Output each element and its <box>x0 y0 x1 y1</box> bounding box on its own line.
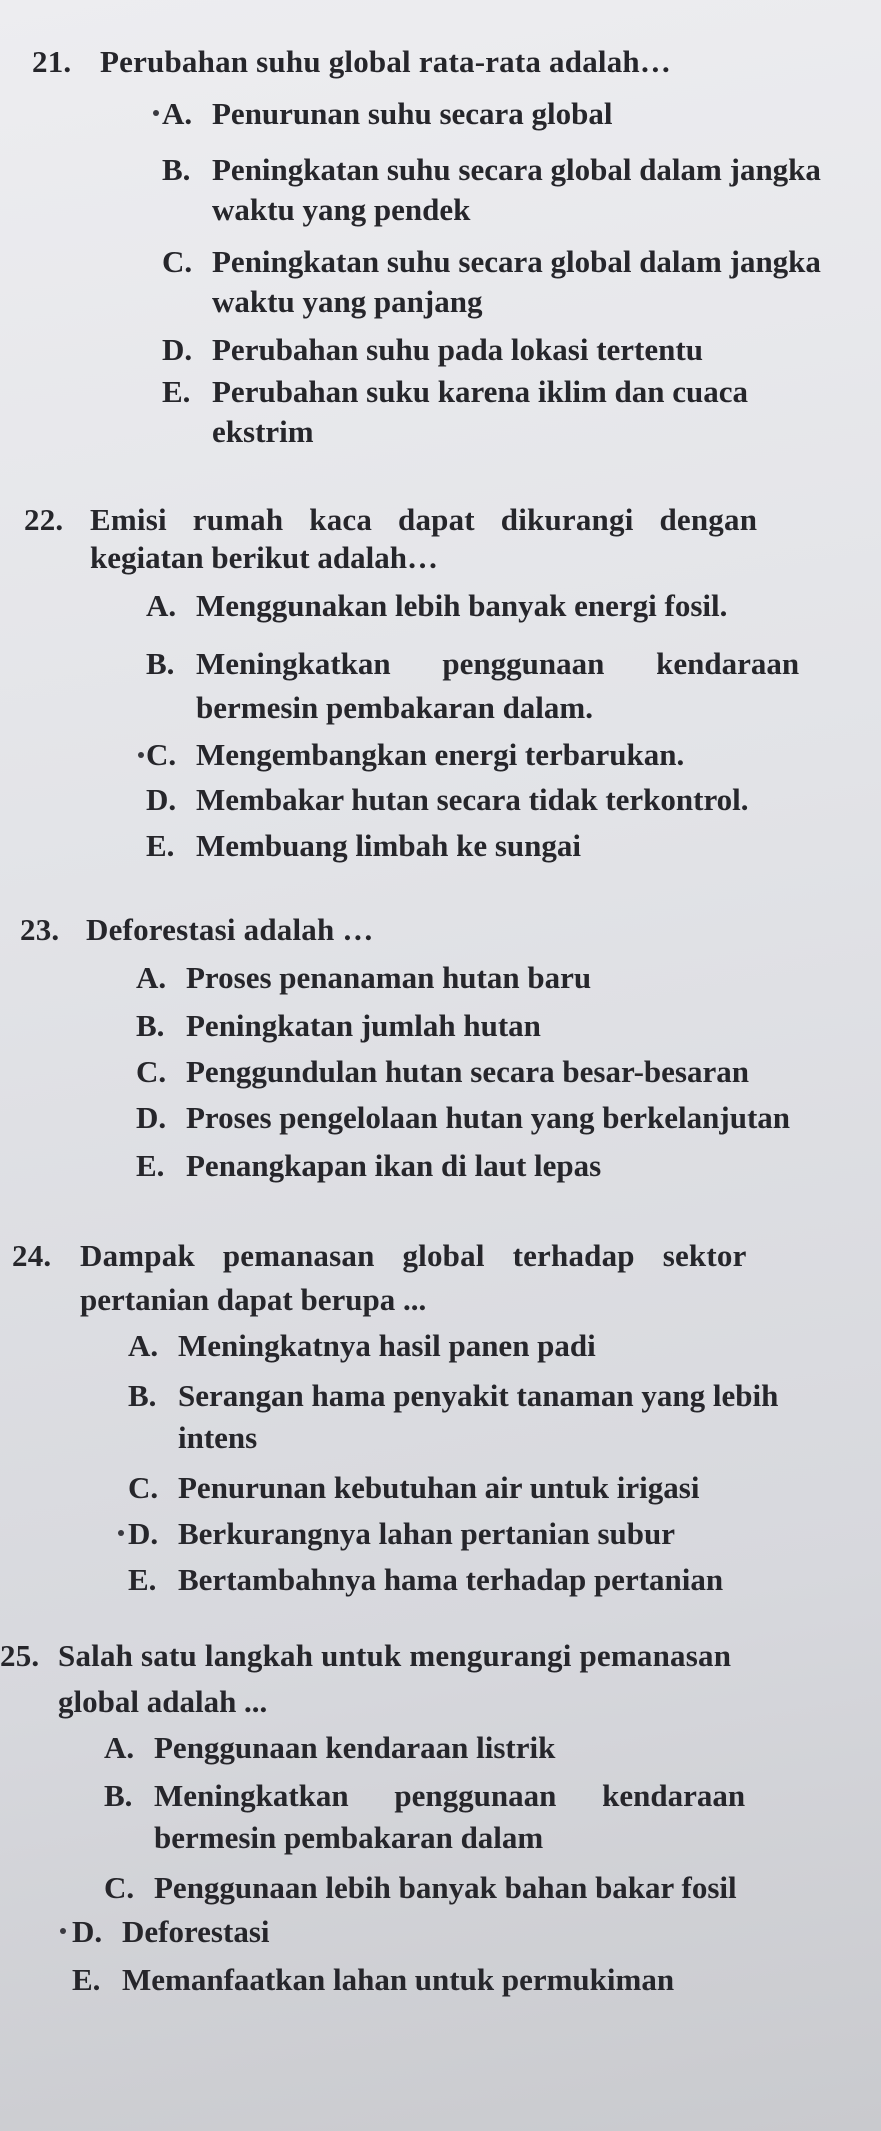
option-letter: B. <box>162 152 191 187</box>
option-letter: C. <box>104 1870 135 1905</box>
option-b[interactable] <box>146 644 799 684</box>
question-text: Salah satu langkah untuk mengurangi pemanasan <box>58 1638 732 1673</box>
option-e[interactable] <box>128 1560 723 1600</box>
option-letter: D. <box>128 1516 159 1551</box>
question-text: Emisi rumah kaca dapat dikurangi dengan <box>90 502 758 537</box>
option-letter: C. <box>128 1470 159 1505</box>
option-a[interactable] <box>162 94 613 134</box>
option-letter: E. <box>136 1148 165 1183</box>
option-letter: B. <box>104 1778 133 1813</box>
option-d[interactable] <box>162 330 703 370</box>
answer-mark <box>153 110 159 116</box>
option-text: Bertambahnya hama terhadap pertanian <box>178 1562 724 1597</box>
option-text: Meningkatnya hasil panen padi <box>178 1328 596 1363</box>
option-letter: D. <box>136 1100 167 1135</box>
option-letter: A. <box>136 960 167 995</box>
option-d[interactable] <box>136 1098 790 1138</box>
option-text: Peningkatan suhu secara global dalam jangka <box>212 244 821 279</box>
option-text: Proses pengelolaan hutan yang berkelanjutan <box>186 1100 791 1135</box>
option-e[interactable] <box>146 826 581 866</box>
option-letter: A. <box>162 96 193 131</box>
option-letter: A. <box>146 588 177 623</box>
question-number: 22. <box>24 502 64 537</box>
option-text: Memanfaatkan lahan untuk permukiman <box>122 1962 675 1997</box>
option-text-cont: intens <box>178 1420 258 1455</box>
option-b[interactable] <box>128 1376 778 1416</box>
question-number: 24. <box>12 1238 52 1273</box>
option-c[interactable] <box>162 242 821 282</box>
option-text-cont: waktu yang panjang <box>212 284 483 319</box>
option-letter: D. <box>162 332 193 367</box>
option-letter: E. <box>128 1562 157 1597</box>
option-letter: C. <box>146 737 177 772</box>
question-text-cont: global adalah ... <box>58 1684 268 1719</box>
option-d[interactable] <box>146 780 749 820</box>
option-text: Membakar hutan secara tidak terkontrol. <box>196 782 749 817</box>
option-text: Proses penanaman hutan baru <box>186 960 592 995</box>
option-text: Berkurangnya lahan pertanian subur <box>178 1516 675 1551</box>
option-c[interactable] <box>146 735 684 775</box>
option-letter: B. <box>136 1008 165 1043</box>
option-letter: E. <box>146 828 175 863</box>
option-letter: E. <box>162 374 191 409</box>
option-letter: A. <box>128 1328 159 1363</box>
answer-mark <box>60 1928 66 1934</box>
option-text-cont: ekstrim <box>212 414 314 449</box>
option-letter: B. <box>128 1378 157 1413</box>
option-text: Perubahan suku karena iklim dan cuaca <box>212 374 749 409</box>
option-text: Serangan hama penyakit tanaman yang lebih <box>178 1378 779 1413</box>
answer-mark <box>138 752 144 758</box>
option-text-cont: waktu yang pendek <box>212 192 471 227</box>
option-e[interactable] <box>162 372 748 412</box>
question-number: 23. <box>20 912 60 947</box>
option-text: Penangkapan ikan di laut lepas <box>186 1148 602 1183</box>
option-text: Penggundulan hutan secara besar-besaran <box>186 1054 749 1089</box>
option-text: Penurunan kebutuhan air untuk irigasi <box>178 1470 700 1505</box>
option-b[interactable] <box>104 1776 745 1816</box>
question-number: 21. <box>32 44 72 79</box>
option-text: Meningkatkan penggunaan kendaraan <box>196 646 800 681</box>
option-d[interactable] <box>72 1912 270 1952</box>
question-text: Dampak pemanasan global terhadap sektor <box>80 1238 747 1273</box>
question-text: Deforestasi adalah … <box>86 912 374 947</box>
option-letter: A. <box>104 1730 135 1765</box>
option-text: Mengembangkan energi terbarukan. <box>196 737 685 772</box>
option-text: Membuang limbah ke sungai <box>196 828 582 863</box>
option-text: Deforestasi <box>122 1914 270 1949</box>
option-b[interactable] <box>162 150 821 190</box>
option-d[interactable] <box>128 1514 675 1554</box>
option-c[interactable] <box>128 1468 699 1508</box>
option-a[interactable] <box>104 1728 555 1768</box>
option-text: Peningkatan jumlah hutan <box>186 1008 541 1043</box>
option-letter: E. <box>72 1962 101 1997</box>
option-text: Meningkatkan penggunaan kendaraan <box>154 1778 746 1813</box>
option-text: Penurunan suhu secara global <box>212 96 613 131</box>
question-number: 25. <box>0 1638 40 1673</box>
option-c[interactable] <box>104 1868 737 1908</box>
option-text: Menggunakan lebih banyak energi fosil. <box>196 588 728 623</box>
option-text: Peningkatan suhu secara global dalam jangka <box>212 152 821 187</box>
question-text-cont: pertanian dapat berupa ... <box>80 1282 427 1317</box>
option-a[interactable] <box>146 586 727 626</box>
option-letter: C. <box>162 244 193 279</box>
option-e[interactable] <box>72 1960 674 2000</box>
option-text: Penggunaan lebih banyak bahan bakar fosil <box>154 1870 737 1905</box>
option-letter: B. <box>146 646 175 681</box>
option-text: Penggunaan kendaraan listrik <box>154 1730 556 1765</box>
answer-mark <box>118 1530 124 1536</box>
option-c[interactable] <box>136 1052 749 1092</box>
option-a[interactable] <box>128 1326 596 1366</box>
option-text-cont: bermesin pembakaran dalam. <box>196 690 593 725</box>
option-letter: C. <box>136 1054 167 1089</box>
option-a[interactable] <box>136 958 591 998</box>
question-text: Perubahan suhu global rata-rata adalah… <box>100 44 672 79</box>
option-text: Perubahan suhu pada lokasi tertentu <box>212 332 703 367</box>
option-b[interactable] <box>136 1006 541 1046</box>
option-letter: D. <box>146 782 177 817</box>
option-letter: D. <box>72 1914 103 1949</box>
option-e[interactable] <box>136 1146 601 1186</box>
question-text-cont: kegiatan berikut adalah… <box>90 540 438 575</box>
option-text-cont: bermesin pembakaran dalam <box>154 1820 544 1855</box>
